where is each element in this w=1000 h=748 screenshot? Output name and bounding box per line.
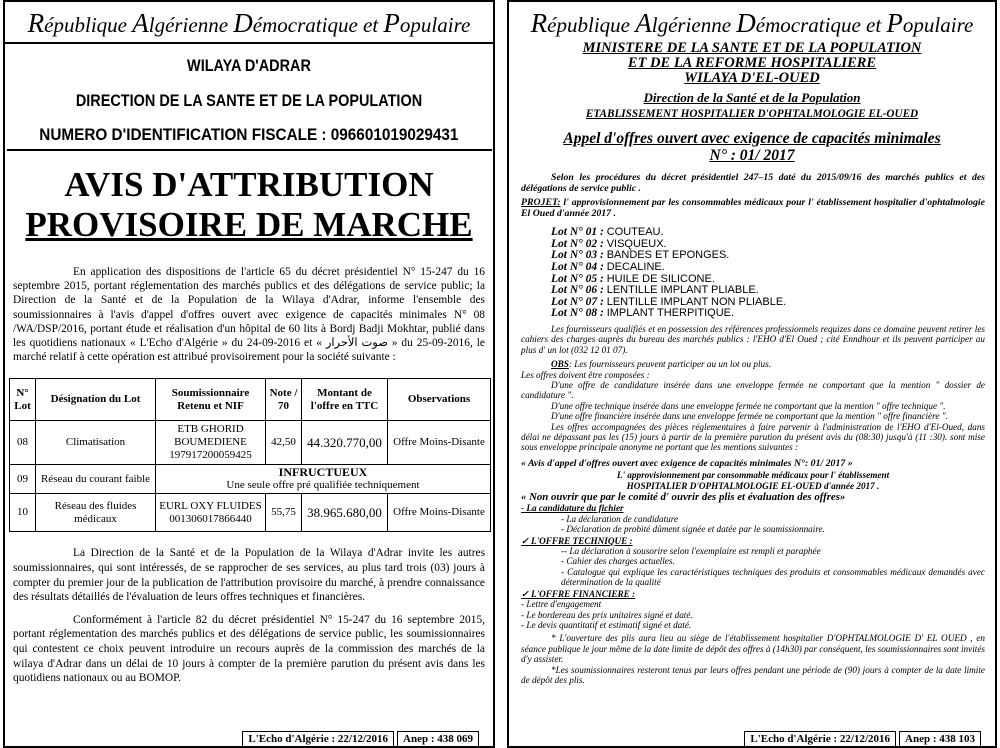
candidature-heading: - La candidature du fichier [521,503,624,514]
banner-text: épublique [547,13,636,37]
technique-item: - Cahier des charges actuelles. [561,556,675,567]
wilaya-heading: WILAYA D'EL-OUED [684,70,820,86]
lot-key: Lot N° 03 : [551,249,604,262]
lot-key: Lot N° 08 : [551,307,604,320]
cell-soumissionnaire: ETB GHORID BOUMEDIENE 197917200059425 [156,421,266,465]
envelope-mention-4: « Non ouvrir que par le comité d' ouvrir des plis et évaluation des offres» [521,491,846,504]
banner-initial-d: D [233,8,253,38]
table-row [10,465,491,494]
fiscal-id-heading [7,125,492,151]
tender-title [509,130,995,164]
lot-value: DECALINE. [606,260,665,273]
recourse-paragraph: Conformément à l'article 82 du décret présidentiel N° 15-247 du 16 septembre 2015, portant réglementation des marchés publics et des délégations de service public, les soumissionnaires qui contestent ce choix peuvent introduire un recours auprès de la commission des marchés de la wilaya d'Adrar dans un délai de 10 jours à compter de la première parution du présent avis dans les quotidiens nationaux ou au BOMOP. [13,613,485,685]
col-header-observations: Observations [388,379,491,421]
lot-key: Lot N° 02 : [551,237,604,250]
table-row [10,421,491,465]
opening-paragraph: * L'ouverture des plis aura lieu au siège de l'établissement hospitalier D'OPHTALMOLOGIE D' EL OUED , en séance publique le jour même de la date limite de dépôt des offres à (14h30) par conséquent, les soumissionnaires sont invités d'y assister. [521,633,985,665]
cell-observation: Offre Moins-Disante [388,421,491,465]
direction-heading: DIRECTION DE LA SANTE ET DE LA POPULATION [75,91,423,110]
banner-text: opulaire [902,13,974,37]
lot-value: LENTILLE IMPLANT NON PLIABLE. [606,295,787,308]
col-header-montant: Montant de l'offre en TTC [302,379,388,421]
offer-candidature: D'une offre de candidature insérée dans une enveloppe fermée ne comportant que la mention " dossier de candidature ". [521,379,985,401]
cell-designation: Climatisation [36,421,156,465]
lot-value: IMPLANT THERPITIQUE. [606,307,735,320]
stamp-anep: Anep : 438 103 [899,731,981,747]
col-header-soumissionnaire: Soumissionnaire Retenu et NIF [156,379,266,421]
table-header-row [10,379,491,421]
republic-banner [5,2,493,44]
cell-lot: 08 [10,421,36,465]
banner-initial-r: R [27,8,45,38]
obs-paragraph [521,359,985,369]
banner-text: opulaire [399,13,471,37]
right-notice-page [507,0,997,748]
list-item [551,308,995,320]
cell-lot: 10 [10,494,36,532]
republic-banner [509,2,995,41]
offers-deposit: Les offres accompagnées des pièces réglementaires à faire parvenir à l'administration de l'EHO d'El-Oued, dans délai ne dépassant pas les (15) jours à partir de la première parution du présent avis du (08:30) jusqu'à (11 :30). sont mise sous enveloppe principale anonyme ne portant que les mentions suivantes : [521,421,985,453]
cell-note: 42,50 [266,421,302,465]
project-paragraph [521,197,985,220]
cell-montant: 44.320.770,00 [302,421,388,465]
banner-initial-d: D [736,8,756,38]
outro-paragraph: La Direction de la Santé et de la Population de la Wilaya d'Adrar invite les autres soumissionnaires, qui sont intéressés, de se rapprocher de ses services, au plus tard trois (03) jours à compter du premier jour de la publication de l'attribution provisoire du marché, à prendre connaissance des résultats détaillés de l'évaluation de leurs offres techniques et financières. [13,547,485,604]
candidature-item: - Déclaration de probité dûment signée et datée par le soumissionnaire. [561,524,825,535]
publication-stamp [242,731,479,747]
intro-paragraph: En application des dispositions de l'article 65 du décret présidentiel N° 15-247 du 16 septembre 2015, portant réglementation des marchés publics et des délégations de service public; la Direction de la Santé et de la Population de la Wilaya d'Adrar, informe l'ensemble des soumissionnaires à l'avis d'appel d'offres ouvert avec exigence de capacités minimales N° 08 /WA/DSP/2016, portant étude et réalisation d'un hôpital de 60 lits à Bordj Badji Mokhtar, publié dans les quotidiens nationaux « L'Echo d'Algérie » du 24-09-2016 et « صوت الأحرار » du 25-09-2016, le marché relatif à cette opération est attribué provisoirement pour la société suivante : [13,266,485,364]
cell-infructueux [156,465,491,494]
technique-item: - Catalogue qui explique les caractéristiques techniques des produits et consommables médicaux demandés avec détermination de la qualité [561,566,985,588]
banner-initial-p: P [886,8,903,38]
envelope-mention-3: HOSPITALIER D'OPHTALMOLOGIE EL-OUED d'année 2017 . [626,480,880,491]
technique-heading: ✓ L'OFFRE TECHNIQUE : [521,535,633,546]
obs-label: OBS [551,359,569,370]
technique-item: -- La déclaration à sousorire selon l'exemplaire est rempli et paraphée [561,546,821,557]
left-notice-page [3,0,495,748]
cell-lot: 09 [10,465,36,494]
col-header-designation: Désignation du Lot [36,379,156,421]
offers-intro: Les offres doivent être composées : [521,369,650,380]
notice-title-line2: PROVISOIRE DE MARCHE [25,205,473,244]
notice-title-line1: AVIS D'ATTRIBUTION [64,165,434,204]
offer-financiere: D'une offre financière insérée dans une enveloppe fermée ne comportant que la mention " offre financière ". [551,411,948,422]
lot-key: Lot N° 01 : [551,226,604,239]
cell-designation: Réseau du courant faible [36,465,156,494]
fiscal-id-text: NUMERO D'IDENTIFICATION FISCALE : 096601019029431 [39,125,459,144]
stamp-newspaper: L'Echo d'Algérie : 22/12/2016 [242,731,394,747]
lot-list [551,227,995,320]
lot-value: BANDES ET EPONGES. [606,249,730,262]
financiere-item: - Le devis quantitatif et estimatif signé et daté. [521,619,692,630]
offer-technique: D'une offre technique insérée dans une enveloppe fermée ne comportant que la mention " offre technique ". [551,400,946,411]
col-header-note: Note / 70 [266,379,302,421]
notice-title [5,165,493,245]
suppliers-paragraph: Les fournisseurs qualifiés et en possession des références professionnels requizes dans ce domaine peuvent retirer les cahiers des charges auprès du bureau des marchés publics : l'EHO d'El Oued ; cité Enndhour et ils peuvent participer au plus d' un lot (032 12 01 07). [521,323,985,355]
infructueux-label: INFRUCTUEUX [278,465,368,480]
obs-text: : Les fournisseurs peuvent participer au un lot ou plus. [568,359,771,370]
publication-stamp [744,731,981,747]
lot-value: COUTEAU. [606,226,664,239]
cell-note: 55,75 [266,494,302,532]
banner-initial-r: R [530,8,548,38]
direction-heading: Direction de la Santé et de la Population [643,90,861,105]
lot-key: Lot N° 07 : [551,295,604,308]
lot-value: HUILE DE SILICONE. [606,272,715,285]
lot-value: VISQUEUX. [606,237,667,250]
banner-initial-a: A [132,8,149,38]
cell-designation: Réseau des fluides médicaux [36,494,156,532]
banner-text: épublique [44,13,133,37]
cell-observation: Offre Moins-Disante [388,494,491,532]
wilaya-heading: WILAYA D'ADRAR [187,56,311,75]
financiere-item: - Lettre d'engagement [521,599,602,610]
award-table [9,378,491,532]
cell-montant: 38.965.680,00 [302,494,388,532]
banner-initial-p: P [383,8,400,38]
table-row [10,494,491,532]
tender-title-line1: Appel d'offres ouvert avec exigence de capacités minimales [563,130,941,147]
ministry-line1: MINISTERE DE LA SANTE ET DE LA POPULATION [582,40,922,56]
envelope-mention-1: « Avis d'appel d'offres ouvert avec exigence de capacités minimales N°: 01/ 2017 » [521,457,853,469]
financiere-item: - Le bordereau des prix unitaires signé et daté. [521,609,693,620]
project-text: l' approvisionnement par les consommables médicaux pour l' établissement hospitalier d'ophtalmologie El Oued d'année 2017 . [521,196,985,219]
financiere-heading: ✓ L'OFFRE FINANCIERE : [521,588,636,599]
procedure-text: Selon les procédures du décret présidentiel 247–15 daté du 2015/09/16 des marchés publics et des délégations de service public . [521,172,985,195]
infructueux-reason: Une seule offre pré qualifiée techniquement [226,479,420,492]
lot-key: Lot N° 05 : [551,272,604,285]
banner-text: émocratique et [252,13,384,37]
establishment-heading: ETABLISSEMENT HOSPITALIER D'OPHTALMOLOGIE EL-OUED [585,108,919,120]
banner-text: émocratique et [755,13,887,37]
ministry-line2: ET DE LA REFORME HOSPITALIERE [627,55,877,71]
procedure-paragraph [521,172,985,195]
col-header-lot: N° Lot [10,379,36,421]
envelope-mention-2: L' approvisionnement par consommable médicaux pour l' établissement [616,470,890,481]
candidature-item: - La déclaration de candidature [561,513,679,524]
banner-initial-a: A [635,8,652,38]
banner-text: lgérienne [148,13,234,37]
project-label: PROJET: [521,196,561,208]
lot-key: Lot N° 04 : [551,260,604,273]
cell-soumissionnaire: EURL OXY FLUIDES 001306017866440 [156,494,266,532]
stamp-newspaper: L'Echo d'Algérie : 22/12/2016 [744,731,896,747]
stamp-anep: Anep : 438 069 [397,731,479,747]
lot-key: Lot N° 06 : [551,284,604,297]
tender-number: N° : 01/ 2017 [709,147,795,164]
validity-paragraph: *Les soumissionnaires resteront tenus par leurs offres pendant une période de (90) jours à compter de la date limite de dépôt des plis. [521,664,985,685]
lot-value: LENTILLE IMPLANT PLIABLE. [606,284,759,297]
banner-text: lgérienne [651,13,737,37]
